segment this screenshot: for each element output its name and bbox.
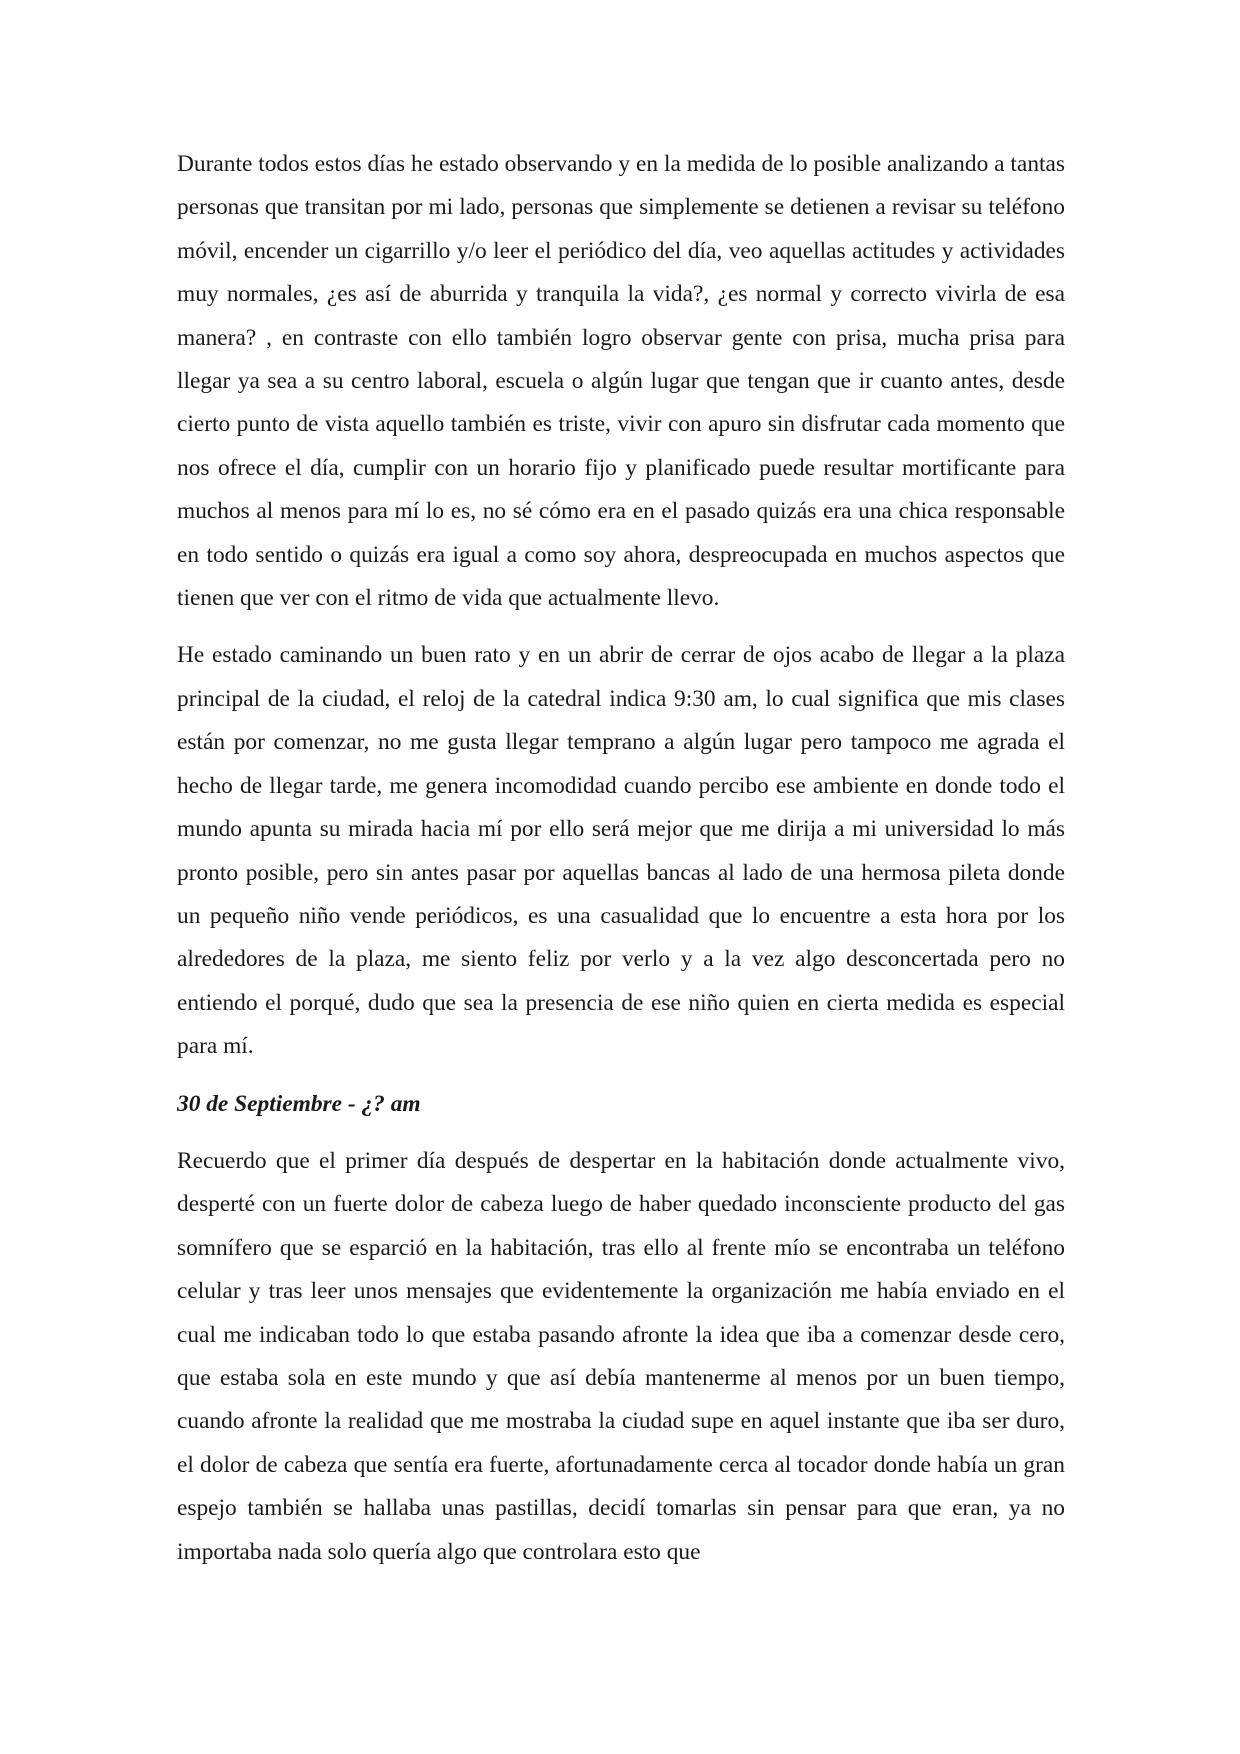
section-heading-date: 30 de Septiembre - ¿? am [177, 1090, 421, 1117]
paragraph-first-day-memory: Recuerdo que el primer día después de despertar en la habitación donde actualmente vivo, desperté con un fuerte dolor de cabeza luego de haber quedado inconsciente producto del gas somnífero que se esparció en la habitación, tras ello al frente mío se encontraba un teléfono celular y tras leer unos mensajes que evidentemente la organización me había enviado en el cual me indicaban todo lo que estaba pasando afronte la idea que iba a comenzar desde cero, que estaba sola en este mundo y que así debía mantenerme al menos por un buen tiempo, cuando afronte la realidad que me mostraba la ciudad supe en aquel instante que iba ser duro, el dolor de cabeza que sentía era fuerte, afortunadamente cerca al tocador donde había un gran espejo también se hallaba unas pastillas, decidí tomarlas sin pensar para que eran, ya no importaba nada solo quería algo que controlara esto que [177, 1147, 1065, 1565]
paragraph-plaza-walk: He estado caminando un buen rato y en un abrir de cerrar de ojos acabo de llegar a la plaza principal de la ciudad, el reloj de la catedral indica 9:30 am, lo cual significa que mis clases están por comenzar, no me gusta llegar temprano a algún lugar pero tampoco me agrada el hecho de llegar tarde, me genera incomodidad cuando percibo ese ambiente en donde todo el mundo apunta su mirada hacia mí por ello será mejor que me dirija a mi universidad lo más pronto posible, pero sin antes pasar por aquellas bancas al lado de una hermosa pileta donde un pequeño niño vende periódicos, es una casualidad que lo encuentre a esta hora por los alrededores de la plaza, me siento feliz por verlo y a la vez algo desconcertada pero no entiendo el porqué, dudo que sea la presencia de ese niño quien en cierta medida es especial para mí. [177, 642, 1065, 1060]
paragraph-observing-people: Durante todos estos días he estado observando y en la medida de lo posible analizando a tantas personas que transitan por mi lado, personas que simplemente se detienen a revisar su teléfono móvil, encender un cigarrillo y/o leer el periódico del día, veo aquellas actitudes y actividades muy normales, ¿es así de aburrida y tranquila la vida?, ¿es normal y correcto vivirla de esa manera? , en contraste con ello también logro observar gente con prisa, mucha prisa para llegar ya sea a su centro laboral, escuela o algún lugar que tengan que ir cuanto antes, desde cierto punto de vista aquello también es triste, vivir con apuro sin disfrutar cada momento que nos ofrece el día, cumplir con un horario fijo y planificado puede resultar mortificante para muchos al menos para mí lo es, no sé cómo era en el pasado quizás era una chica responsable en todo sentido o quizás era igual a como soy ahora, despreocupada en muchos aspectos que tienen que ver con el ritmo de vida que actualmente llevo. [177, 151, 1065, 612]
document-body [177, 143, 1065, 1588]
